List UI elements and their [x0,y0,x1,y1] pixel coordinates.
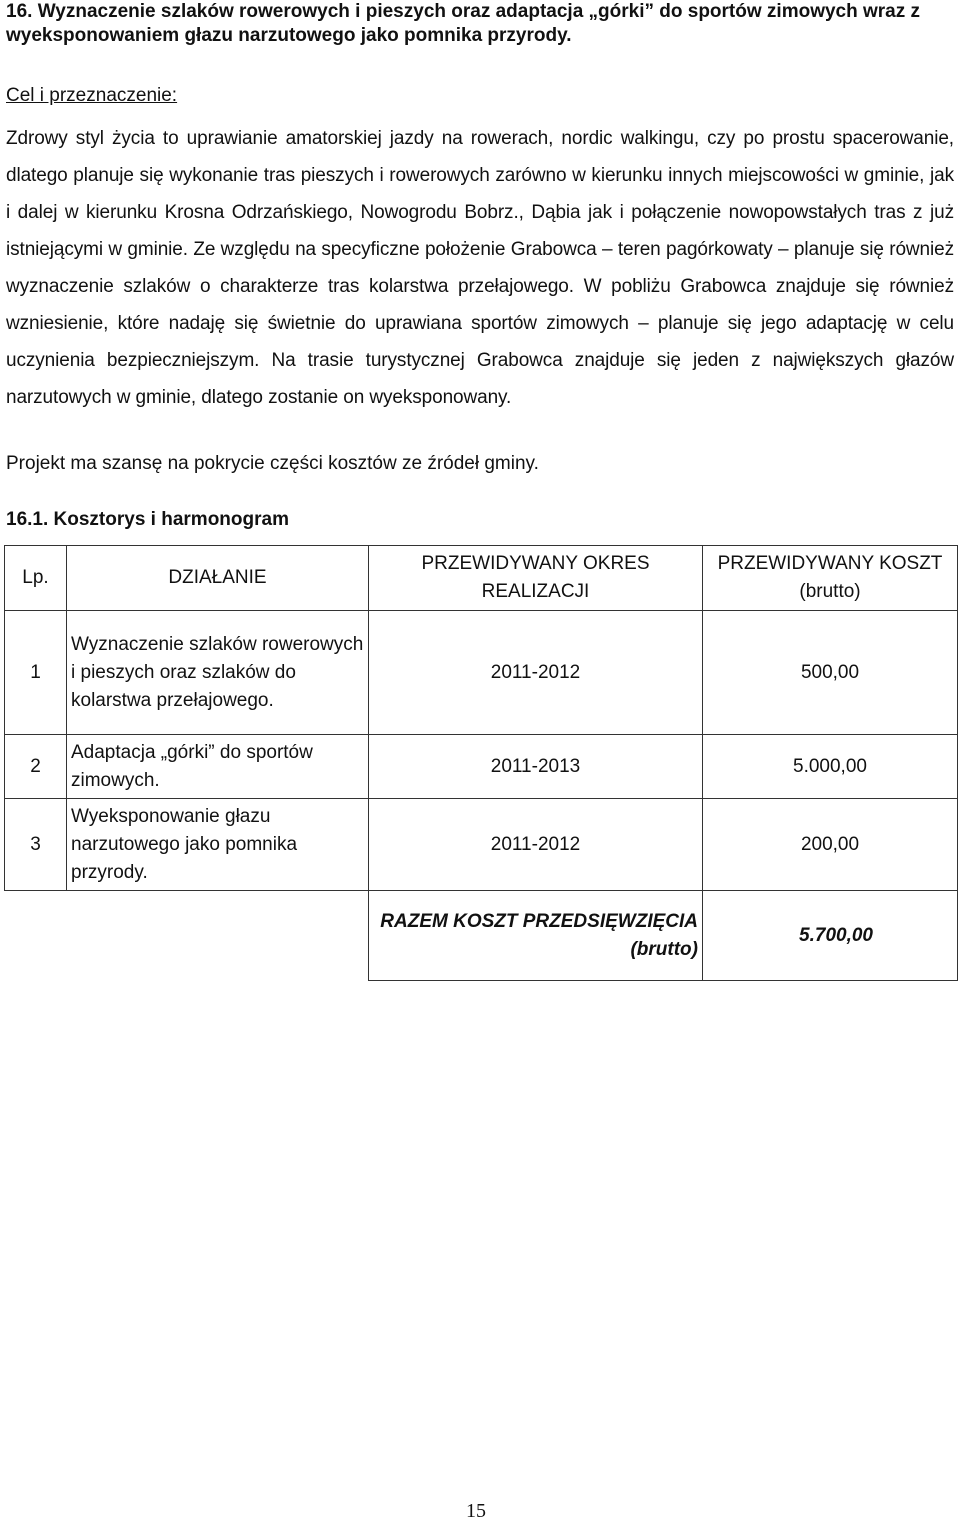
row-period: 2011-2012 [369,611,703,735]
subsection-title: 16.1. Kosztorys i harmonogram [6,509,289,530]
row-cost: 500,00 [703,611,958,735]
cost-schedule-table [4,545,958,981]
table-row [5,611,958,735]
funding-note: Projekt ma szansę na pokrycie części kosztów ze źródeł gminy. [6,453,539,474]
page-number: 15 [466,1500,486,1522]
row-period: 2011-2012 [369,799,703,891]
table-row [5,799,958,891]
row-action: Adaptacja „górki” do sportów zimowych. [67,735,369,799]
row-lp: 2 [5,735,67,799]
row-action: Wyznaczenie szlaków rowerowych i pieszych oraz szlaków do kolarstwa przełajowego. [67,611,369,735]
total-value: 5.700,00 [703,891,958,981]
row-lp: 3 [5,799,67,891]
table-header-row [5,546,958,611]
table-row [5,735,958,799]
purpose-label: Cel i przeznaczenie: [6,85,178,106]
header-lp: Lp. [5,546,67,611]
total-label: RAZEM KOSZT PRZEDSIĘWZIĘCIA (brutto) [369,891,703,981]
row-cost: 5.000,00 [703,735,958,799]
header-cost: PRZEWIDYWANY KOSZT (brutto) [703,546,958,611]
purpose-paragraph: Zdrowy styl życia to uprawianie amatorskiej jazdy na rowerach, nordic walkingu, czy po prostu spacerowanie, dlatego planuje się wykonanie tras pieszych i rowerowych zarówno w kierunku innych miejscowości w gminie, jak i dalej w kierunku Krosna Odrzańskiego, Nowogrodu Bobrz., Dąbia jak i połączenie nowopowstałych tras z już istniejącymi w gminie. Ze względu na specyficzne położenie Grabowca – teren pagórkowaty – planuje się również wyznaczenie szlaków o charakterze tras kolarstwa przełajowego. W pobliżu Grabowca znajduje się również wzniesienie, które nadaję się świetnie do uprawiana sportów zimowych – planuje się jego adaptację w celu uczynienia bezpieczniejszym. Na trasie turystycznej Grabowca znajduje się jeden z największych głazów narzutowych w gminie, dlatego zostanie on wyeksponowany. [6,128,954,408]
row-action: Wyeksponowanie głazu narzutowego jako pomnika przyrody. [67,799,369,891]
row-period: 2011-2013 [369,735,703,799]
total-row [5,891,958,981]
row-lp: 1 [5,611,67,735]
section-title: 16. Wyznaczenie szlaków rowerowych i pieszych oraz adaptacja „górki” do sportów zimowych wraz z wyeksponowaniem głazu narzutowego jako pomnika przyrody. [6,1,921,46]
row-cost: 200,00 [703,799,958,891]
header-period: PRZEWIDYWANY OKRES REALIZACJI [369,546,703,611]
header-action: DZIAŁANIE [67,546,369,611]
